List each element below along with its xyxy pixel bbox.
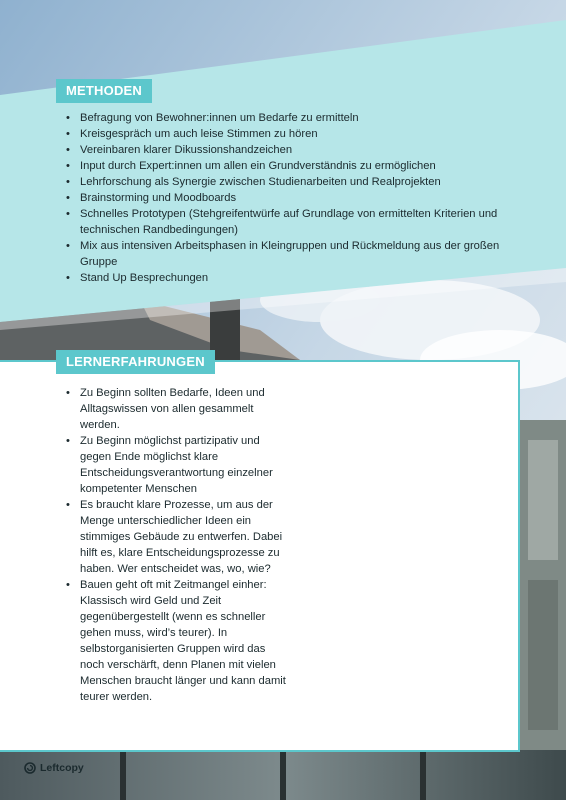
list-item: • Es braucht klare Prozesse, um aus der Menge unterschiedlicher Ideen ein stimmiges Gebäude zu entwerfen. Dabei hilft es, klare Entscheidungsprozesse zu haben. Wer entscheidet was, wo, wie? — [66, 497, 288, 577]
list-item: • Vereinbaren klarer Dikussionshandzeichen — [66, 142, 516, 158]
footer-brand-name: Leftcopy — [40, 762, 84, 774]
list-item: • Zu Beginn sollten Bedarfe, Ideen und Alltagswissen von allen gesammelt werden. — [66, 385, 288, 433]
list-item: • Kreisgespräch um auch leise Stimmen zu hören — [66, 126, 516, 142]
list-item: • Schnelles Prototypen (Stehgreifentwürfe auf Grundlage von ermittelten Kriterien und technischen Randbedingungen) — [66, 206, 516, 238]
leftcopy-logo-icon — [24, 762, 36, 774]
methods-list — [66, 110, 516, 286]
learnings-list — [66, 385, 288, 705]
list-item: • Bauen geht oft mit Zeitmangel einher: Klassisch wird Geld und Zeit gegenübergestellt (wenn es schneller gehen muss, wird’s teurer). In selbstorganisierten Gruppen wird das noch verschärft, denn Planen mit vielen Menschen braucht länger und kann damit teurer werden. — [66, 577, 288, 705]
list-item: • Zu Beginn möglichst partizipativ und gegen Ende möglichst klare Entscheidungsverantwortung einzelner kompetenter Menschen — [66, 433, 288, 497]
list-item: • Stand Up Besprechungen — [66, 270, 516, 286]
list-item: • Befragung von Bewohner:innen um Bedarfe zu ermitteln — [66, 110, 516, 126]
methods-heading: METHODEN — [56, 79, 152, 103]
learnings-heading: LERNERFAHRUNGEN — [56, 350, 215, 374]
list-item: • Mix aus intensiven Arbeitsphasen in Kleingruppen und Rückmeldung aus der großen Gruppe — [66, 238, 516, 270]
list-item: • Brainstorming und Moodboards — [66, 190, 516, 206]
list-item: • Lehrforschung als Synergie zwischen Studienarbeiten und Realprojekten — [66, 174, 516, 190]
list-item: • Input durch Expert:innen um allen ein Grundverständnis zu ermöglichen — [66, 158, 516, 174]
footer-brand — [24, 762, 84, 774]
